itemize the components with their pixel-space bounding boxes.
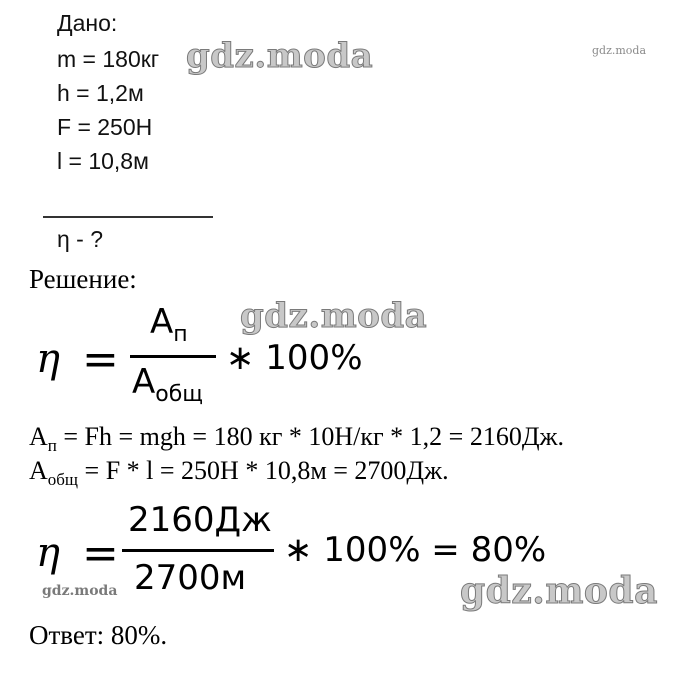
formula1-fraction-bar [130,355,216,358]
answer: Ответ: 80%. [29,620,168,650]
calc-useful-work: $A_п = Fh$ = mgh = 180 кг * 10Н/кг * 1,2 = 2160Дж. [29,422,565,456]
watermark-small: gdz.moda [592,44,647,57]
formula1-multiplier: ∗ 100% [226,338,363,378]
given-length: l = 10,8м [57,148,149,174]
formula1-denominator: $A_{общ}$ [132,362,204,407]
watermark: gdz.moda [240,296,428,336]
solution-heading: Решение: [29,264,137,294]
given-mass: m = 180кг [57,46,160,72]
given-force: F = 250Н [57,114,153,140]
formula1-numerator: $A_п$ [150,302,188,347]
formula2-lhs: η [36,530,60,576]
given-height: h = 1,2м [57,80,144,106]
given-find: η - ? [57,226,104,252]
formula2-equals: = [82,528,119,579]
watermark: gdz.moda [460,570,658,612]
calc-total-work: $A_{общ} = F * l = 250Н * 10,8м = 2700Дж$. [29,456,449,490]
given-separator [43,216,213,218]
formula2-denominator: 2700м [134,558,247,598]
formula2-result: ∗ 100% = 80% [284,530,547,570]
watermark: gdz.moda [186,36,374,76]
formula2-fraction-bar [122,549,274,552]
given-title: Дано: [57,10,118,36]
formula1-lhs: η [36,336,60,382]
formula2-numerator: 2160Дж [128,500,272,540]
formula1-equals: = [82,334,119,385]
watermark-small: gdz.moda [42,583,118,599]
